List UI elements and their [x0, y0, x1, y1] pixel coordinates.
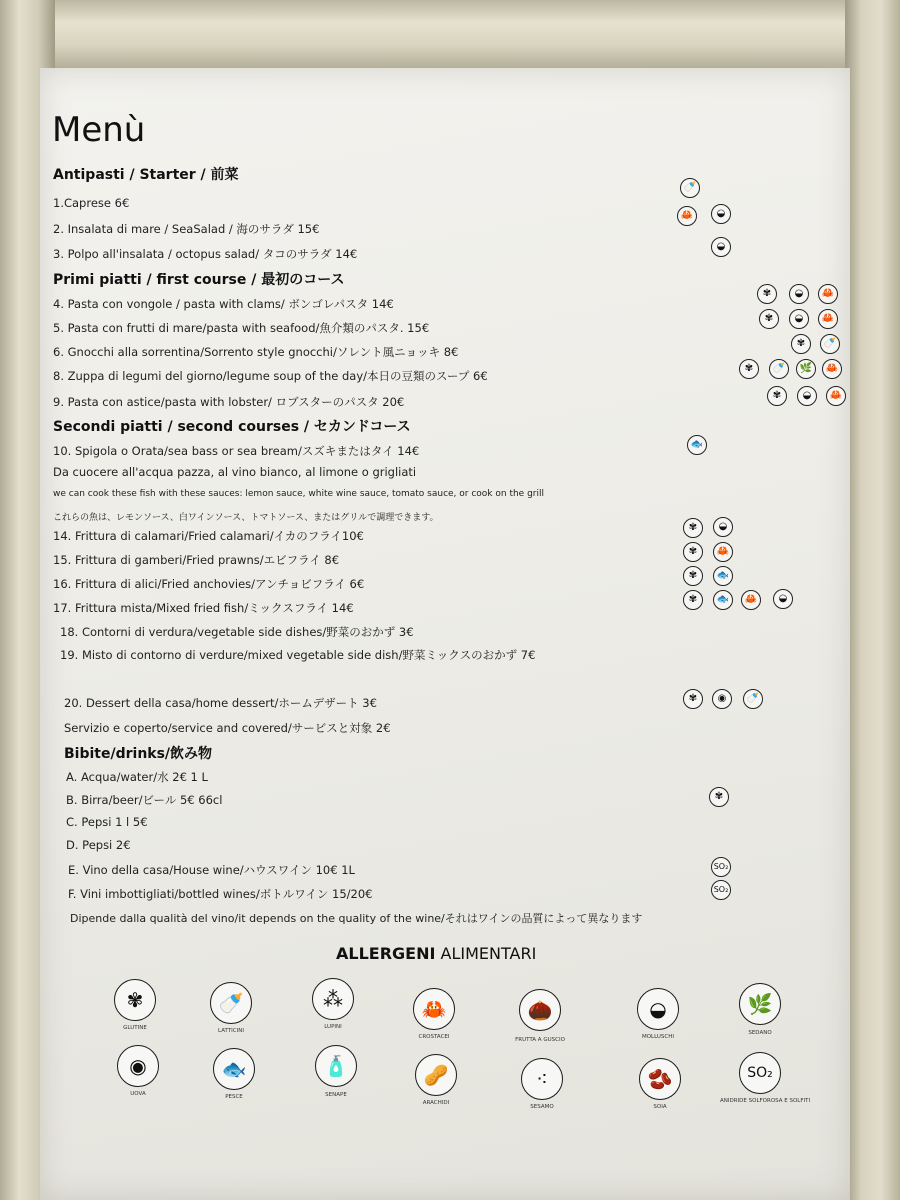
allergen-label-pesce: PESCE — [225, 1094, 243, 1100]
menu-item-alici: 16. Frittura di alici/Fried anchovies/アンチョビフライ 6€ — [53, 577, 365, 591]
egg-icon: ◉ — [117, 1045, 159, 1087]
wheat-icon: ✾ — [757, 284, 777, 304]
milk-bottle-icon: 🍼 — [769, 359, 789, 379]
wheat-icon: ✾ — [791, 334, 811, 354]
allergen-label-lupini: LUPINI — [324, 1024, 342, 1030]
wheat-icon: ✾ — [683, 518, 703, 538]
crab-icon: 🦀 — [677, 206, 697, 226]
wheat-icon: ✾ — [759, 309, 779, 329]
milk-bottle-icon: 🍼 — [210, 982, 252, 1024]
drink-bottled-wine: F. Vini imbottigliati/bottled wines/ボトルワイン 15/20€ — [68, 887, 373, 901]
crab-icon: 🦀 — [741, 590, 761, 610]
menu-item-misto-contorno: 19. Misto di contorno di verdure/mixed vegetable side dish/野菜ミックスのおかず 7€ — [60, 648, 536, 662]
menu-item-mista: 17. Frittura mista/Mixed fried fish/ミックスフライ 14€ — [53, 601, 354, 615]
so2-icon: SO₂ — [739, 1052, 781, 1094]
allergen-label-soia: SOIA — [653, 1104, 667, 1110]
sesame-icon: ⁖ — [521, 1058, 563, 1100]
section-primi: Primi piatti / first course / 最初のコース — [53, 272, 345, 288]
mustard-icon: 🧴 — [315, 1045, 357, 1087]
shell-icon: ◒ — [713, 517, 733, 537]
wheat-icon: ✾ — [683, 689, 703, 709]
allergen-label-sesamo: SESAMO — [530, 1104, 554, 1110]
shell-icon: ◒ — [711, 204, 731, 224]
allergen-label-crostacei: CROSTACEI — [418, 1034, 450, 1040]
menu-item-calamari: 14. Frittura di calamari/Fried calamari/イカのフライ10€ — [53, 529, 364, 543]
menu-item-service: Servizio e coperto/service and covered/サービスと対象 2€ — [64, 721, 391, 735]
frame-right-molding — [845, 0, 900, 1200]
section-bibite: Bibite/drinks/飲み物 — [64, 746, 213, 762]
allergen-label-arachidi: ARACHIDI — [422, 1100, 450, 1106]
wheat-icon: ✾ — [683, 542, 703, 562]
menu-title: Menù — [52, 110, 146, 150]
so2-icon: SO₂ — [711, 857, 731, 877]
section-antipasti: Antipasti / Starter / 前菜 — [53, 167, 239, 183]
so2-icon: SO₂ — [711, 880, 731, 900]
fish-icon: 🐟 — [713, 566, 733, 586]
allergen-label-uova: UOVA — [130, 1091, 146, 1097]
fish-icon: 🐟 — [687, 435, 707, 455]
crab-icon: 🦀 — [818, 309, 838, 329]
menu-item-polpo: 3. Polpo all'insalata / octopus salad/ タコのサラダ 14€ — [53, 247, 358, 261]
shell-icon: ◒ — [711, 237, 731, 257]
egg-icon: ◉ — [712, 689, 732, 709]
shell-icon: ◒ — [789, 284, 809, 304]
wine-note: Dipende dalla qualità del vino/it depends on the quality of the wine/それはワインの品質によって異なります — [70, 912, 643, 925]
wheat-icon: ✾ — [114, 979, 156, 1021]
menu-note-it: Da cuocere all'acqua pazza, al vino bianco, al limone o grigliati — [53, 465, 417, 479]
drink-water: A. Acqua/water/水 2€ 1 L — [66, 770, 208, 784]
celery-icon: 🌿 — [739, 983, 781, 1025]
menu-note-jp: これらの魚は、レモンソース、白ワインソース、トマトソース、またはグリルで調理できます。 — [53, 513, 439, 523]
frame-top-molding — [0, 0, 900, 75]
allergen-label-sedano: SEDANO — [748, 1030, 772, 1036]
menu-item-gnocchi: 6. Gnocchi alla sorrentina/Sorrento style gnocchi/ソレント風ニョッキ 8€ — [53, 345, 459, 359]
allergen-label-senape: SENAPE — [325, 1092, 347, 1098]
wheat-icon: ✾ — [739, 359, 759, 379]
drink-beer: B. Birra/beer/ビール 5€ 66cl — [66, 793, 223, 807]
wheat-icon: ✾ — [683, 590, 703, 610]
lupin-icon: ⁂ — [312, 978, 354, 1020]
peanut-icon: 🥜 — [415, 1054, 457, 1096]
menu-item-caprese: 1.Caprese 6€ — [53, 196, 130, 210]
crab-icon: 🦀 — [413, 988, 455, 1030]
allergens-title: ALLERGENI ALIMENTARI — [336, 944, 537, 963]
menu-note-en: we can cook these fish with these sauces: lemon sauce, white wine sauce, tomato sauce, or cook on the grill — [53, 489, 544, 499]
menu-item-contorni: 18. Contorni di verdura/vegetable side dishes/野菜のおかず 3€ — [60, 625, 414, 639]
menu-item-gamberi: 15. Frittura di gamberi/Fried prawns/エビフライ 8€ — [53, 553, 340, 567]
wheat-icon: ✾ — [683, 566, 703, 586]
menu-item-astice: 9. Pasta con astice/pasta with lobster/ ロブスターのパスタ 20€ — [53, 395, 405, 409]
crab-icon: 🦀 — [713, 542, 733, 562]
milk-bottle-icon: 🍼 — [680, 178, 700, 198]
drink-pepsi-1l: C. Pepsi 1 l 5€ — [66, 815, 148, 829]
celery-icon: 🌿 — [796, 359, 816, 379]
menu-item-vongole: 4. Pasta con vongole / pasta with clams/ ボンゴレパスタ 14€ — [53, 297, 394, 311]
soy-icon: 🫘 — [639, 1058, 681, 1100]
menu-item-insalata-mare: 2. Insalata di mare / SeaSalad / 海のサラダ 15€ — [53, 222, 320, 236]
menu-item-dessert: 20. Dessert della casa/home dessert/ホームデザート 3€ — [64, 696, 377, 710]
shell-icon: ◒ — [637, 988, 679, 1030]
fish-icon: 🐟 — [213, 1048, 255, 1090]
menu-item-spigola: 10. Spigola o Orata/sea bass or sea bream/スズキまたはタイ 14€ — [53, 444, 420, 458]
allergen-label-frutta: FRUTTA A GUSCIO — [515, 1037, 565, 1043]
crab-icon: 🦀 — [826, 386, 846, 406]
allergen-label-latticini: LATTICINI — [218, 1028, 244, 1034]
crab-icon: 🦀 — [822, 359, 842, 379]
drink-pepsi: D. Pepsi 2€ — [66, 838, 131, 852]
milk-bottle-icon: 🍼 — [743, 689, 763, 709]
crab-icon: 🦀 — [818, 284, 838, 304]
fish-icon: 🐟 — [713, 590, 733, 610]
shell-icon: ◒ — [797, 386, 817, 406]
menu-item-zuppa: 8. Zuppa di legumi del giorno/legume soup of the day/本日の豆類のスープ 6€ — [53, 369, 488, 383]
allergen-label-molluschi: MOLLUSCHI — [641, 1034, 675, 1040]
milk-bottle-icon: 🍼 — [820, 334, 840, 354]
section-secondi: Secondi piatti / second courses / セカンドコース — [53, 419, 411, 435]
allergen-label-glutine: GLUTINE — [123, 1025, 147, 1031]
drink-house-wine: E. Vino della casa/House wine/ハウスワイン 10€ 1L — [68, 863, 355, 877]
wheat-icon: ✾ — [767, 386, 787, 406]
menu-item-frutti-mare: 5. Pasta con frutti di mare/pasta with seafood/魚介類のパスタ. 15€ — [53, 321, 430, 335]
nut-icon: 🌰 — [519, 989, 561, 1031]
allergen-label-anidride: ANIDRIDE SOLFOROSA E SOLFITI — [720, 1098, 811, 1104]
shell-icon: ◒ — [789, 309, 809, 329]
shell-icon: ◒ — [773, 589, 793, 609]
wheat-icon: ✾ — [709, 787, 729, 807]
